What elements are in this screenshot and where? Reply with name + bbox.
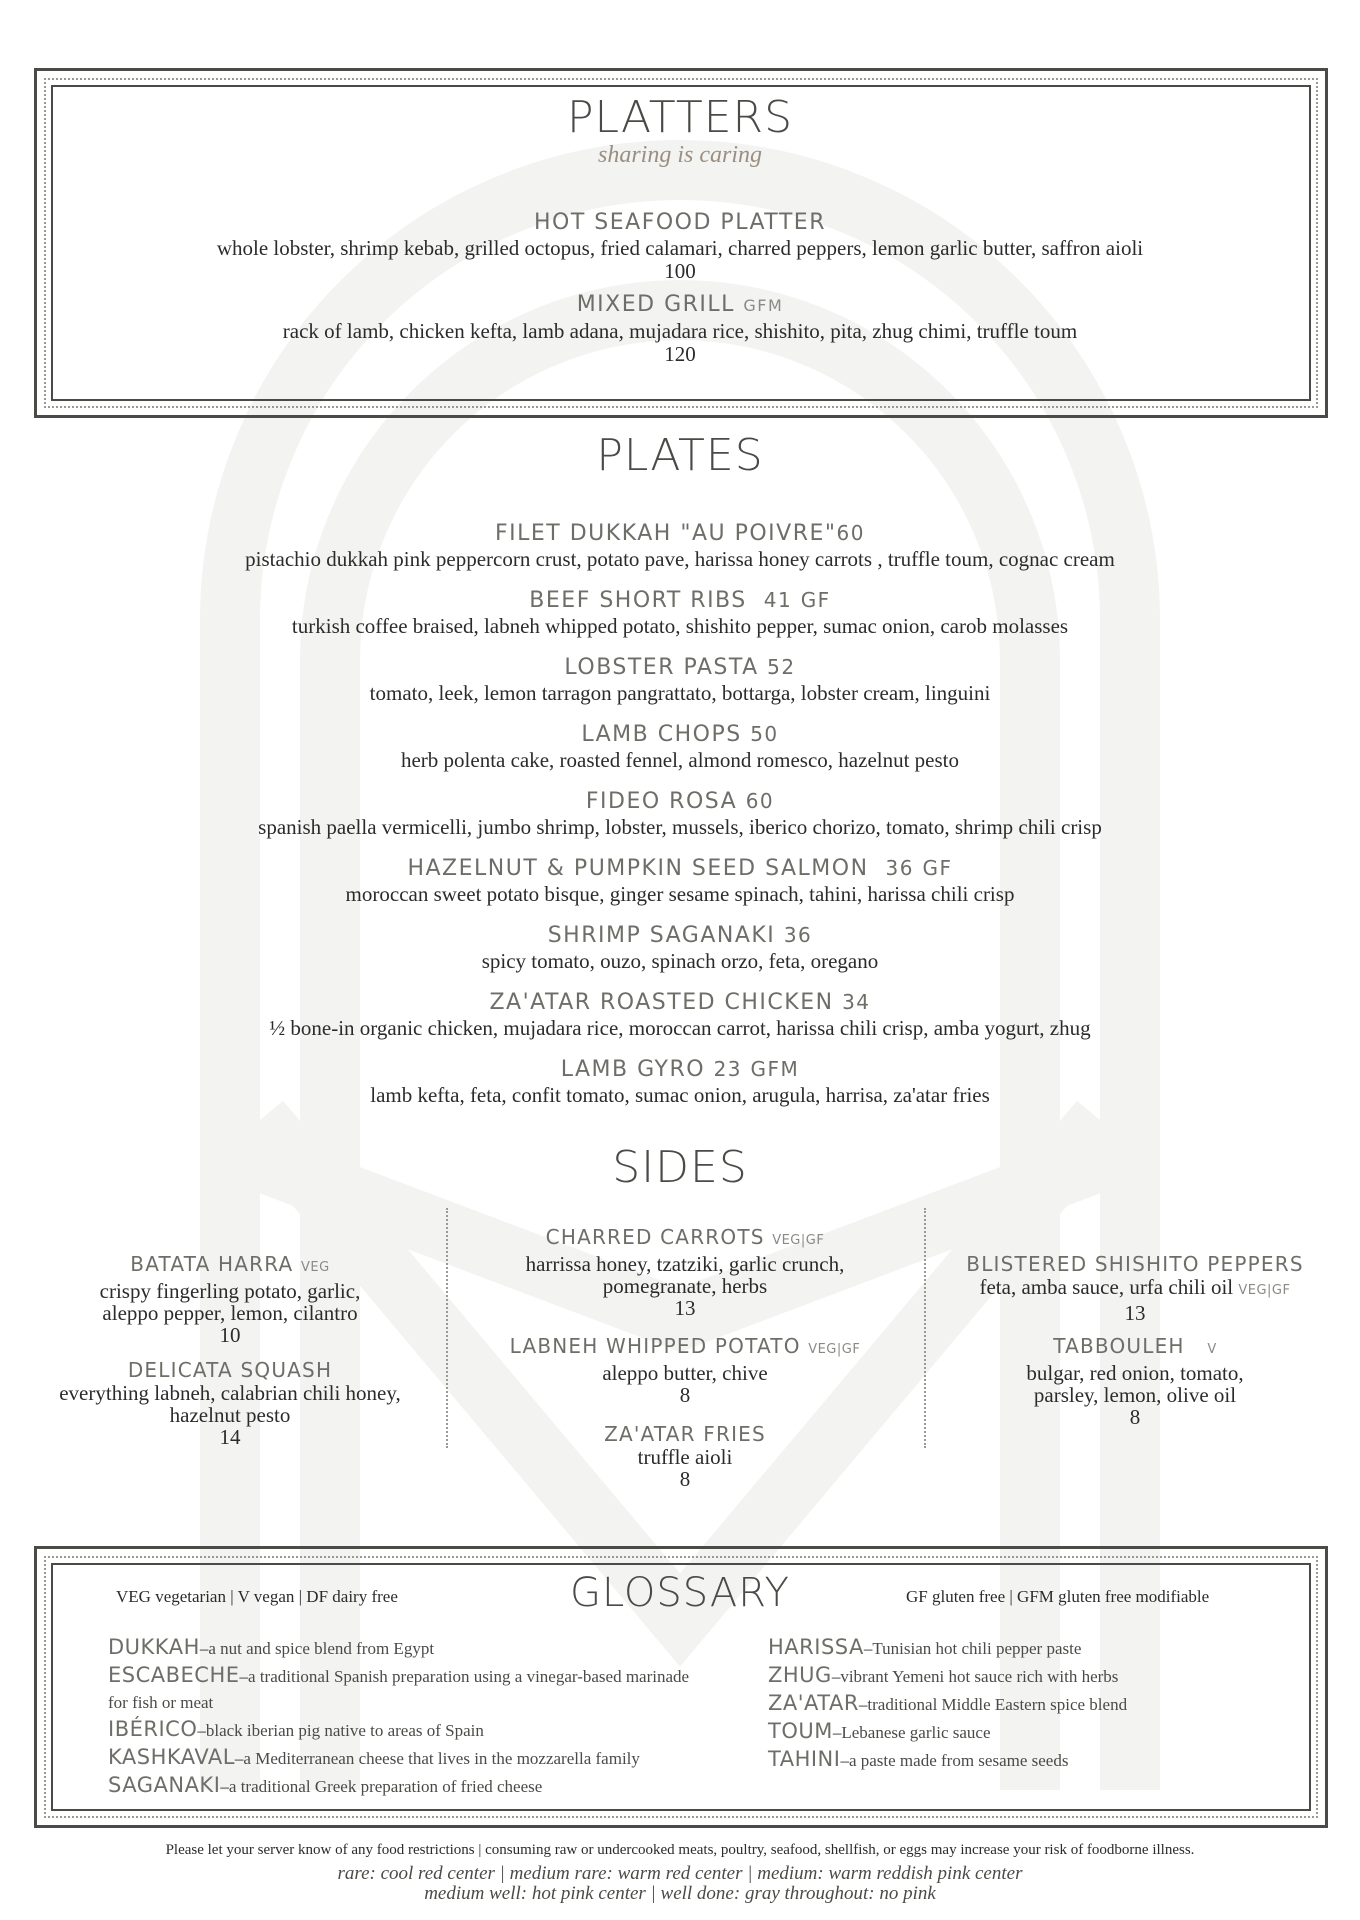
glossary-term: DUKKAH <box>108 1635 200 1659</box>
plate-desc: moroccan sweet potato bisque, ginger sesame spinach, tahini, harissa chili crisp <box>345 882 1015 906</box>
glossary-term: IBÉRICO <box>108 1717 198 1741</box>
side-price: 10 <box>219 1323 241 1347</box>
temperature-guide-line1: rare: cool red center | medium rare: warm red center | medium: warm reddish pink center <box>337 1863 1023 1884</box>
plate-item <box>0 788 1360 839</box>
side-name: LABNEH WHIPPED POTATO <box>509 1334 801 1358</box>
side-price: 8 <box>1129 1405 1141 1429</box>
glossary-entry: SAGANAKI–a traditional Greek preparation of fried cheese <box>108 1773 543 1797</box>
glossary-key-right: GF gluten free | GFM gluten free modifiable <box>906 1587 1210 1606</box>
side-price: 8 <box>679 1467 691 1491</box>
plate-item <box>0 989 1360 1040</box>
plate-price: 52 <box>767 655 796 679</box>
glossary-entry: TAHINI–a paste made from sesame seeds <box>768 1747 1069 1771</box>
side-desc: parsley, lemon, olive oil <box>1033 1383 1237 1407</box>
plate-price: 60 <box>745 789 775 813</box>
side-desc: everything labneh, calabrian chili honey, <box>59 1381 401 1405</box>
platters-tagline: sharing is caring <box>597 142 762 168</box>
side-desc: pomegranate, herbs <box>602 1274 768 1298</box>
glossary-def: a Mediterranean cheese that lives in the mozzarella family <box>243 1749 640 1768</box>
side-item <box>450 1334 920 1406</box>
plate-item <box>0 721 1360 772</box>
glossary-term: HARISSA <box>768 1635 864 1659</box>
side-item <box>450 1422 920 1490</box>
glossary-def: black iberian pig native to areas of Spain <box>205 1721 484 1740</box>
glossary-entry: ESCABECHE–a traditional Spanish preparation using a vinegar-based marinade for fish or meat <box>108 1663 690 1712</box>
plate-name: LAMB GYRO <box>560 1057 706 1082</box>
plate-name: SHRIMP SAGANAKI <box>547 923 776 948</box>
side-price: 14 <box>219 1425 241 1449</box>
sides-divider-right <box>924 1208 926 1448</box>
plate-tag: GF <box>800 588 831 612</box>
temperature-guide-line2: medium well: hot pink center | well done: gray throughout: no pink <box>424 1883 936 1904</box>
side-item <box>10 1252 450 1346</box>
plate-price: 41 <box>763 588 793 612</box>
plate-name: HAZELNUT & PUMPKIN SEED SALMON <box>407 856 869 881</box>
glossary-term: ZHUG <box>768 1663 832 1687</box>
plate-name: BEEF SHORT RIBS <box>529 588 747 613</box>
side-desc: bulgar, red onion, tomato, <box>1026 1361 1244 1385</box>
glossary-entry: DUKKAH–a nut and spice blend from Egypt <box>108 1635 435 1659</box>
side-desc: feta, amba sauce, urfa chili oil <box>979 1275 1234 1299</box>
plate-item <box>0 587 1360 638</box>
side-tag: VEG|GF <box>1238 1283 1291 1298</box>
glossary-right-list <box>768 1634 1288 1774</box>
platter-desc: whole lobster, shrimp kebab, grilled octopus, fried calamari, charred peppers, lemon garlic butter, saffron aioli <box>216 236 1144 260</box>
side-desc: aleppo pepper, lemon, cilantro <box>102 1301 358 1325</box>
plate-name: LAMB CHOPS <box>581 722 742 747</box>
glossary-entry: HARISSA–Tunisian hot chili pepper paste <box>768 1635 1082 1659</box>
side-name: BLISTERED SHISHITO PEPPERS <box>966 1252 1304 1276</box>
side-price: 13 <box>1124 1301 1146 1325</box>
plate-desc: herb polenta cake, roasted fennel, almond romesco, hazelnut pesto <box>400 748 960 772</box>
platter-name: MIXED GRILL <box>576 292 735 317</box>
plate-desc: spicy tomato, ouzo, spinach orzo, feta, oregano <box>481 949 879 973</box>
platter-item <box>0 210 1360 282</box>
side-price: 13 <box>674 1296 696 1320</box>
glossary-def: a paste made from sesame seeds <box>848 1751 1069 1770</box>
side-name: ZA'ATAR FRIES <box>604 1422 766 1446</box>
plate-price: 36 <box>783 923 813 947</box>
side-name: DELICATA SQUASH <box>127 1358 333 1382</box>
sides-title: SIDES <box>612 1142 748 1193</box>
glossary-term: TAHINI <box>768 1747 841 1771</box>
plate-price: 23 <box>713 1057 743 1081</box>
platters-title: PLATTERS <box>566 92 794 143</box>
plate-desc: lamb kefta, feta, confit tomato, sumac onion, arugula, harrisa, za'atar fries <box>370 1083 990 1107</box>
glossary-def: traditional Middle Eastern spice blend <box>867 1695 1128 1714</box>
plate-desc: ½ bone-in organic chicken, mujadara rice, moroccan carrot, harissa chili crisp, amba yogurt, zhug <box>269 1016 1091 1040</box>
side-tag: VEG|GF <box>772 1233 825 1248</box>
plate-item <box>0 1056 1360 1107</box>
side-name: CHARRED CARROTS <box>545 1225 765 1249</box>
side-desc: aleppo butter, chive <box>602 1361 768 1385</box>
plate-desc: spanish paella vermicelli, jumbo shrimp, lobster, mussels, iberico chorizo, tomato, shrimp chili crisp <box>258 815 1102 839</box>
plate-name: ZA'ATAR ROASTED CHICKEN <box>489 990 834 1015</box>
side-desc: harrissa honey, tzatziki, garlic crunch, <box>525 1252 845 1276</box>
glossary-left-list <box>108 1634 708 1800</box>
platter-tag: GFM <box>743 296 784 315</box>
glossary-term: KASHKAVAL <box>108 1745 235 1769</box>
side-desc: hazelnut pesto <box>169 1403 291 1427</box>
platter-desc: rack of lamb, chicken kefta, lamb adana, mujadara rice, shishito, pita, zhug chimi, truffle toum <box>282 319 1078 343</box>
side-item <box>930 1334 1340 1428</box>
glossary-def: a traditional Spanish preparation using a vinegar-based marinade for fish or meat <box>108 1667 690 1712</box>
plates-title: PLATES <box>596 430 764 481</box>
side-tag: VEG <box>301 1260 330 1275</box>
side-name: BATATA HARRA <box>130 1252 294 1276</box>
plate-name: FILET DUKKAH "AU POIVRE" <box>495 521 837 546</box>
plate-item <box>0 654 1360 705</box>
side-item <box>10 1358 450 1448</box>
platter-name: HOT SEAFOOD PLATTER <box>534 210 826 235</box>
plate-item <box>0 855 1360 906</box>
plate-desc: pistachio dukkah pink peppercorn crust, potato pave, harissa honey carrots , truffle toum, cognac cream <box>245 547 1115 571</box>
platter-price: 120 <box>664 342 696 366</box>
plate-item <box>0 520 1360 571</box>
plate-name: LOBSTER PASTA <box>564 655 759 680</box>
plate-tag: GF <box>922 856 953 880</box>
side-desc: crispy fingerling potato, garlic, <box>99 1279 361 1303</box>
glossary-entry: KASHKAVAL–a Mediterranean cheese that lives in the mozzarella family <box>108 1745 640 1769</box>
side-item <box>450 1225 920 1319</box>
plate-name: FIDEO ROSA <box>585 789 738 814</box>
plate-item <box>0 922 1360 973</box>
glossary-def: Tunisian hot chili pepper paste <box>872 1639 1082 1658</box>
side-tag: VEG|GF <box>808 1342 861 1357</box>
side-name: TABBOULEH <box>1053 1334 1185 1358</box>
plate-price: 34 <box>842 990 871 1014</box>
plate-price: 50 <box>750 722 779 746</box>
glossary-def: vibrant Yemeni hot sauce rich with herbs <box>840 1667 1119 1686</box>
plate-desc: tomato, leek, lemon tarragon pangrattato, bottarga, lobster cream, linguini <box>369 681 991 705</box>
plate-tag: GFM <box>750 1057 800 1081</box>
glossary-title: GLOSSARY <box>570 1570 790 1616</box>
glossary-def: a nut and spice blend from Egypt <box>208 1639 435 1658</box>
platter-item <box>0 292 1360 365</box>
glossary-term: ESCABECHE <box>108 1663 240 1687</box>
glossary-term: ZA'ATAR <box>768 1691 859 1715</box>
glossary-def: a traditional Greek preparation of fried cheese <box>228 1777 543 1796</box>
side-tag: V <box>1207 1342 1217 1357</box>
glossary-entry: IBÉRICO–black iberian pig native to areas of Spain <box>108 1717 484 1741</box>
glossary-def: Lebanese garlic sauce <box>841 1723 991 1742</box>
glossary-key-left: VEG vegetarian | V vegan | DF dairy free <box>116 1587 398 1606</box>
glossary-term: TOUM <box>768 1719 833 1743</box>
glossary-term: SAGANAKI <box>108 1773 221 1797</box>
plate-desc: turkish coffee braised, labneh whipped potato, shishito pepper, sumac onion, carob molasses <box>291 614 1069 638</box>
glossary-entry: TOUM–Lebanese garlic sauce <box>768 1719 991 1743</box>
glossary-entry: ZA'ATAR–traditional Middle Eastern spice blend <box>768 1691 1128 1715</box>
side-price: 8 <box>679 1383 691 1407</box>
platter-price: 100 <box>664 259 696 283</box>
glossary-entry: ZHUG–vibrant Yemeni hot sauce rich with herbs <box>768 1663 1119 1687</box>
plate-price: 36 <box>885 856 914 880</box>
side-desc: truffle aioli <box>637 1445 733 1469</box>
allergy-notice: Please let your server know of any food restrictions | consuming raw or undercooked meats, poultry, seafood, shellfish, or eggs may increase your risk of foodborne illness. <box>165 1842 1195 1858</box>
side-item <box>930 1252 1340 1324</box>
plate-price: 60 <box>836 521 865 545</box>
